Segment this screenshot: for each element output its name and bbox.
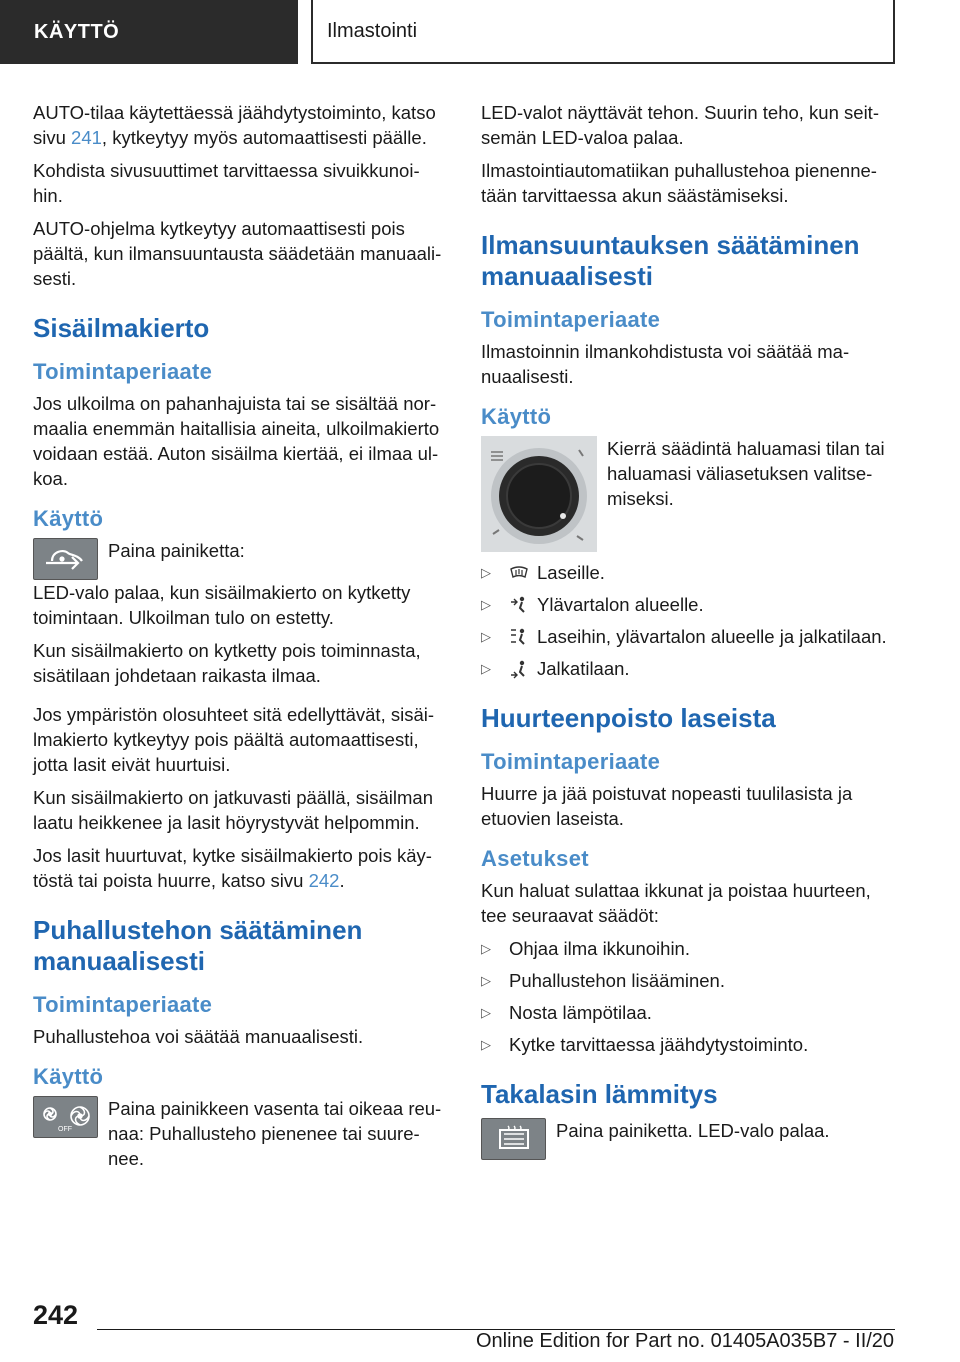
- subheading-use: Käyttö: [33, 1064, 104, 1089]
- subheading-use: Käyttö: [481, 404, 552, 429]
- intro-paragraph-2: Kohdista sivusuuttimet tarvittaessa sivuikkunoi-hin.: [33, 160, 420, 206]
- subheading-settings: Asetukset: [481, 846, 589, 871]
- edition-footer: Online Edition for Part no. 01405A035B7 - II/20: [476, 1330, 895, 1352]
- principle-text: Huurre ja jää poistuvat nopeasti tuulilasista ja etuovien laseista.: [481, 783, 853, 829]
- right-column: [481, 100, 893, 1160]
- list-item: ▷ Nosta lämpötilaa.: [481, 1002, 652, 1023]
- section-title-recirculation: Sisäilmakierto: [33, 313, 210, 343]
- led-power-text: LED-valot näyttävät tehon. Suurin teho, kun seit-semän LED-valoa palaa.: [481, 102, 879, 148]
- section-title-defrost: Huurteenpoisto laseista: [481, 703, 776, 733]
- all-vents-icon: [509, 627, 537, 647]
- subheading-principle: Toimintaperiaate: [33, 359, 213, 384]
- recirc-paragraph-1: Kun sisäilmakierto on kytketty pois toiminnasta, sisätilaan johdetaan raikasta ilmaa.: [33, 640, 421, 686]
- knob-row: [481, 436, 893, 552]
- svg-text:OFF: OFF: [57, 1126, 72, 1133]
- section-title-fan: Puhallustehon säätäminen manuaalisesti: [33, 915, 363, 976]
- page-number: 242: [33, 1300, 79, 1330]
- air-distribution-knob: [481, 436, 597, 552]
- list-item: ▷ Ylävartalon alueelle.: [481, 594, 704, 615]
- list-item: ▷ Kytke tarvittaessa jäähdytystoiminto.: [481, 1034, 809, 1055]
- rear-defrost-icon: [481, 1118, 546, 1160]
- list-item: ▷ Laseille.: [481, 562, 605, 583]
- recirculation-button-row: [33, 538, 448, 580]
- list-item: ▷ Jalkatilaan.: [481, 658, 630, 679]
- section-title-rear-window-heating: Takalasin lämmitys: [481, 1079, 718, 1109]
- press-instruction: Paina painiketta:: [108, 540, 245, 561]
- windshield-icon: [509, 565, 537, 581]
- principle-text: Puhallustehoa voi säätää manuaalisesti.: [33, 1026, 364, 1047]
- fan-use-text: Paina painikkeen vasenta tai oikeaa reu-naa: Puhallusteho pienenee tai suure-nee.: [108, 1098, 442, 1169]
- recirc-paragraph-3: Kun sisäilmakierto on jatkuvasti päällä, sisäilman laatu heikkenee ja lasit höyrystyvät helpommin.: [33, 787, 433, 833]
- list-item: ▷ Ohjaa ilma ikkunoihin.: [481, 938, 690, 959]
- section-header: KÄYTTÖ: [0, 0, 298, 64]
- subheading-principle: Toimintaperiaate: [481, 749, 661, 774]
- section-title-air-distribution: Ilmansuuntauksen säätäminen manuaalisesti: [481, 230, 860, 291]
- upper-body-icon: [509, 595, 537, 615]
- subheading-principle: Toimintaperiaate: [33, 992, 213, 1017]
- page-link-241[interactable]: 241: [71, 127, 102, 148]
- led-text: LED-valo palaa, kun sisäilmakierto on kytketty toimintaan. Ulkoilman tulo on estetty.: [33, 582, 411, 628]
- settings-text: Kun haluat sulattaa ikkunat ja poistaa huurteen, tee seuraavat säädöt:: [481, 880, 871, 926]
- intro-paragraph-1: AUTO-tilaa käytettäessä jäähdytystoiminto, katso sivu 241, kytkeytyy myös automaattisesti päälle.: [33, 102, 436, 148]
- subheading-principle: Toimintaperiaate: [481, 307, 661, 332]
- intro-paragraph-3: AUTO-ohjelma kytkeytyy automaattisesti pois päältä, kun ilmansuuntausta säädetään manuaali-sesti.: [33, 218, 442, 289]
- defrost-steps-list: [481, 936, 893, 1057]
- page-link-242[interactable]: 242: [308, 870, 340, 891]
- battery-saving-text: Ilmastointiautomatiikan puhallustehoa pienenne-tään tarvittaessa akun säästämiseksi.: [481, 160, 877, 206]
- chapter-header: Ilmastointi: [311, 0, 895, 64]
- principle-text: Jos ulkoilma on pahanhajuista tai se sisältää nor-maalia enemmän haitallisia aineita, ulkoilmakierto voidaan estää. Auton sisäilma kiertää, ei ilmaa ul-koa.: [33, 393, 440, 489]
- rear-defrost-button-row: [481, 1118, 893, 1160]
- fan-icon: [33, 1096, 98, 1138]
- knob-instruction: Kierrä säädintä haluamasi tilan tai haluamasi väliasetuksen valitse-miseksi.: [607, 438, 885, 509]
- left-column: [33, 100, 448, 1171]
- recirc-paragraph-2: Jos ympäristön olosuhteet sitä edellyttävät, sisäi-lmakierto kytkeytyy pois päältä automaattisesti, jotta lasit eivät huurtuisi.: [33, 704, 435, 775]
- recirculation-icon: [33, 538, 98, 580]
- subheading-use: Käyttö: [33, 506, 104, 531]
- list-item: ▷ Puhallustehon lisääminen.: [481, 970, 725, 991]
- fan-button-row: [33, 1096, 448, 1171]
- air-mode-list: [481, 560, 893, 681]
- rear-defrost-text: Paina painiketta. LED-valo palaa.: [556, 1120, 830, 1141]
- footwell-icon: [509, 659, 537, 679]
- principle-text: Ilmastoinnin ilmankohdistusta voi säätää ma-nuaalisesti.: [481, 341, 850, 387]
- list-item: ▷ Laseihin, ylävartalon alueelle ja jalkatilaan.: [481, 626, 887, 647]
- recirc-paragraph-4: Jos lasit huurtuvat, kytke sisäilmakierto pois käy-töstä tai poista huurre, katso sivu 242.: [33, 845, 432, 891]
